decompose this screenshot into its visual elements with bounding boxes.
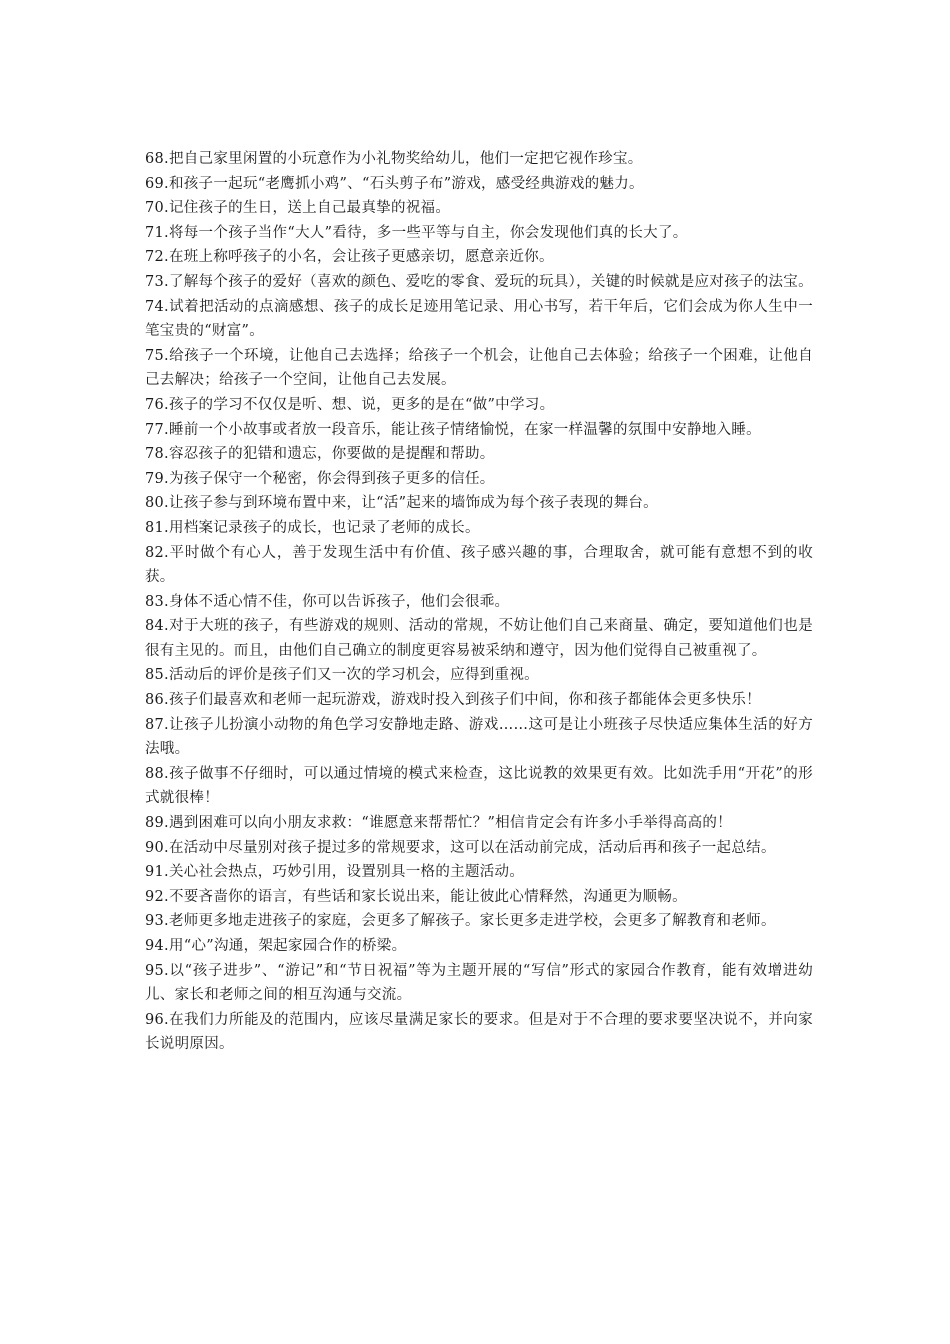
tip-72: 72.在班上称呼孩子的小名，会让孩子更感亲切，愿意亲近你。 <box>145 249 554 266</box>
tip-68: 68.把自己家里闲置的小玩意作为小礼物奖给幼儿，他们一定把它视作珍宝。 <box>145 151 643 167</box>
tip-82: 82.平时做个有心人，善于发现生活中有价值、孩子感兴趣的事，合理取舍，就可能有意想不到的收获。 <box>145 544 813 586</box>
tip-81: 81.用档案记录孩子的成长，也记录了老师的成长。 <box>145 519 480 536</box>
tip-91: 91.关心社会热点，巧妙引用，设置别具一格的主题活动。 <box>145 864 525 881</box>
tip-93: 93.老师更多地走进孩子的家庭，会更多了解孩子。家长更多走进学校，会更多了解教育和老师。 <box>145 913 776 930</box>
tip-78: 78.容忍孩子的犯错和遗忘，你要做的是提醒和帮助。 <box>145 446 495 463</box>
tip-77: 77.睡前一个小故事或者放一段音乐，能让孩子情绪愉悦，在家一样温馨的氛围中安静地入睡。 <box>145 421 761 438</box>
tip-79: 79.为孩子保守一个秘密，你会得到孩子更多的信任。 <box>145 470 495 487</box>
tip-75: 75.给孩子一个环境，让他自己去选择；给孩子一个机会，让他自己去体验；给孩子一个困难，让他自己去解决；给孩子一个空间，让他自己去发展。 <box>145 347 813 389</box>
tip-71: 71.将每一个孩子当作“大人”看待，多一些平等与自主，你会发现他们真的长大了。 <box>145 224 688 241</box>
tip-76: 76.孩子的学习不仅仅是听、想、说，更多的是在“做”中学习。 <box>145 396 555 413</box>
tip-94: 94.用“心”沟通，架起家园合作的桥梁。 <box>145 938 407 954</box>
tip-89: 89.遇到困难可以向小朋友求救：“谁愿意来帮帮忙？”相信肯定会有许多小手举得高高的！ <box>145 815 732 832</box>
tip-86: 86.孩子们最喜欢和老师一起玩游戏，游戏时投入到孩子们中间，你和孩子都能体会更多快乐！ <box>145 692 761 709</box>
tip-74: 74.试着把活动的点滴感想、孩子的成长足迹用笔记录、用心书写，若干年后，它们会成为你人生中一笔宝贵的“财富”。 <box>145 298 813 340</box>
tip-73: 73.了解每个孩子的爱好（喜欢的颜色、爱吃的零食、爱玩的玩具），关键的时候就是应对孩子的法宝。 <box>145 273 813 290</box>
tip-85: 85.活动后的评价是孩子们又一次的学习机会，应得到重视。 <box>145 667 539 684</box>
tip-87: 87.让孩子儿扮演小动物的角色学习安静地走路、游戏……这可是让小班孩子尽快适应集体生活的好方法哦。 <box>145 716 813 758</box>
document-body <box>145 147 813 1057</box>
tip-95: 95.以“孩子进步”、“游记”和“节日祝福”等为主题开展的“写信”形式的家园合作教育，能有效增进幼儿、家长和老师之间的相互沟通与交流。 <box>145 962 813 1004</box>
tip-92: 92.不要吝啬你的语言，有些话和家长说出来，能让彼此心情释然，沟通更为顺畅。 <box>145 888 687 905</box>
tip-83: 83.身体不适心情不佳，你可以告诉孩子，他们会很乖。 <box>145 593 510 610</box>
tip-69: 69.和孩子一起玩“老鹰抓小鸡”、“石头剪子布”游戏，感受经典游戏的魅力。 <box>145 175 644 192</box>
tip-96: 96.在我们力所能及的范围内，应该尽量满足家长的要求。但是对于不合理的要求要坚决说不，并向家长说明原因。 <box>145 1011 813 1053</box>
tip-88: 88.孩子做事不仔细时，可以通过情境的模式来检查，这比说教的效果更有效。比如洗手用“开花”的形式就很棒！ <box>145 765 813 807</box>
tip-70: 70.记住孩子的生日，送上自己最真挚的祝福。 <box>145 200 451 217</box>
tip-84: 84.对于大班的孩子，有些游戏的规则、活动的常规，不妨让他们自己来商量、确定，要知道他们也是很有主见的。而且，由他们自己确立的制度更容易被采纳和遵守，因为他们觉得自己被重视了。 <box>145 618 813 659</box>
tip-90: 90.在活动中尽量别对孩子提过多的常规要求，这可以在活动前完成，活动后再和孩子一起总结。 <box>145 839 776 856</box>
tip-80: 80.让孩子参与到环境布置中来，让“活”起来的墙饰成为每个孩子表现的舞台。 <box>145 495 658 512</box>
